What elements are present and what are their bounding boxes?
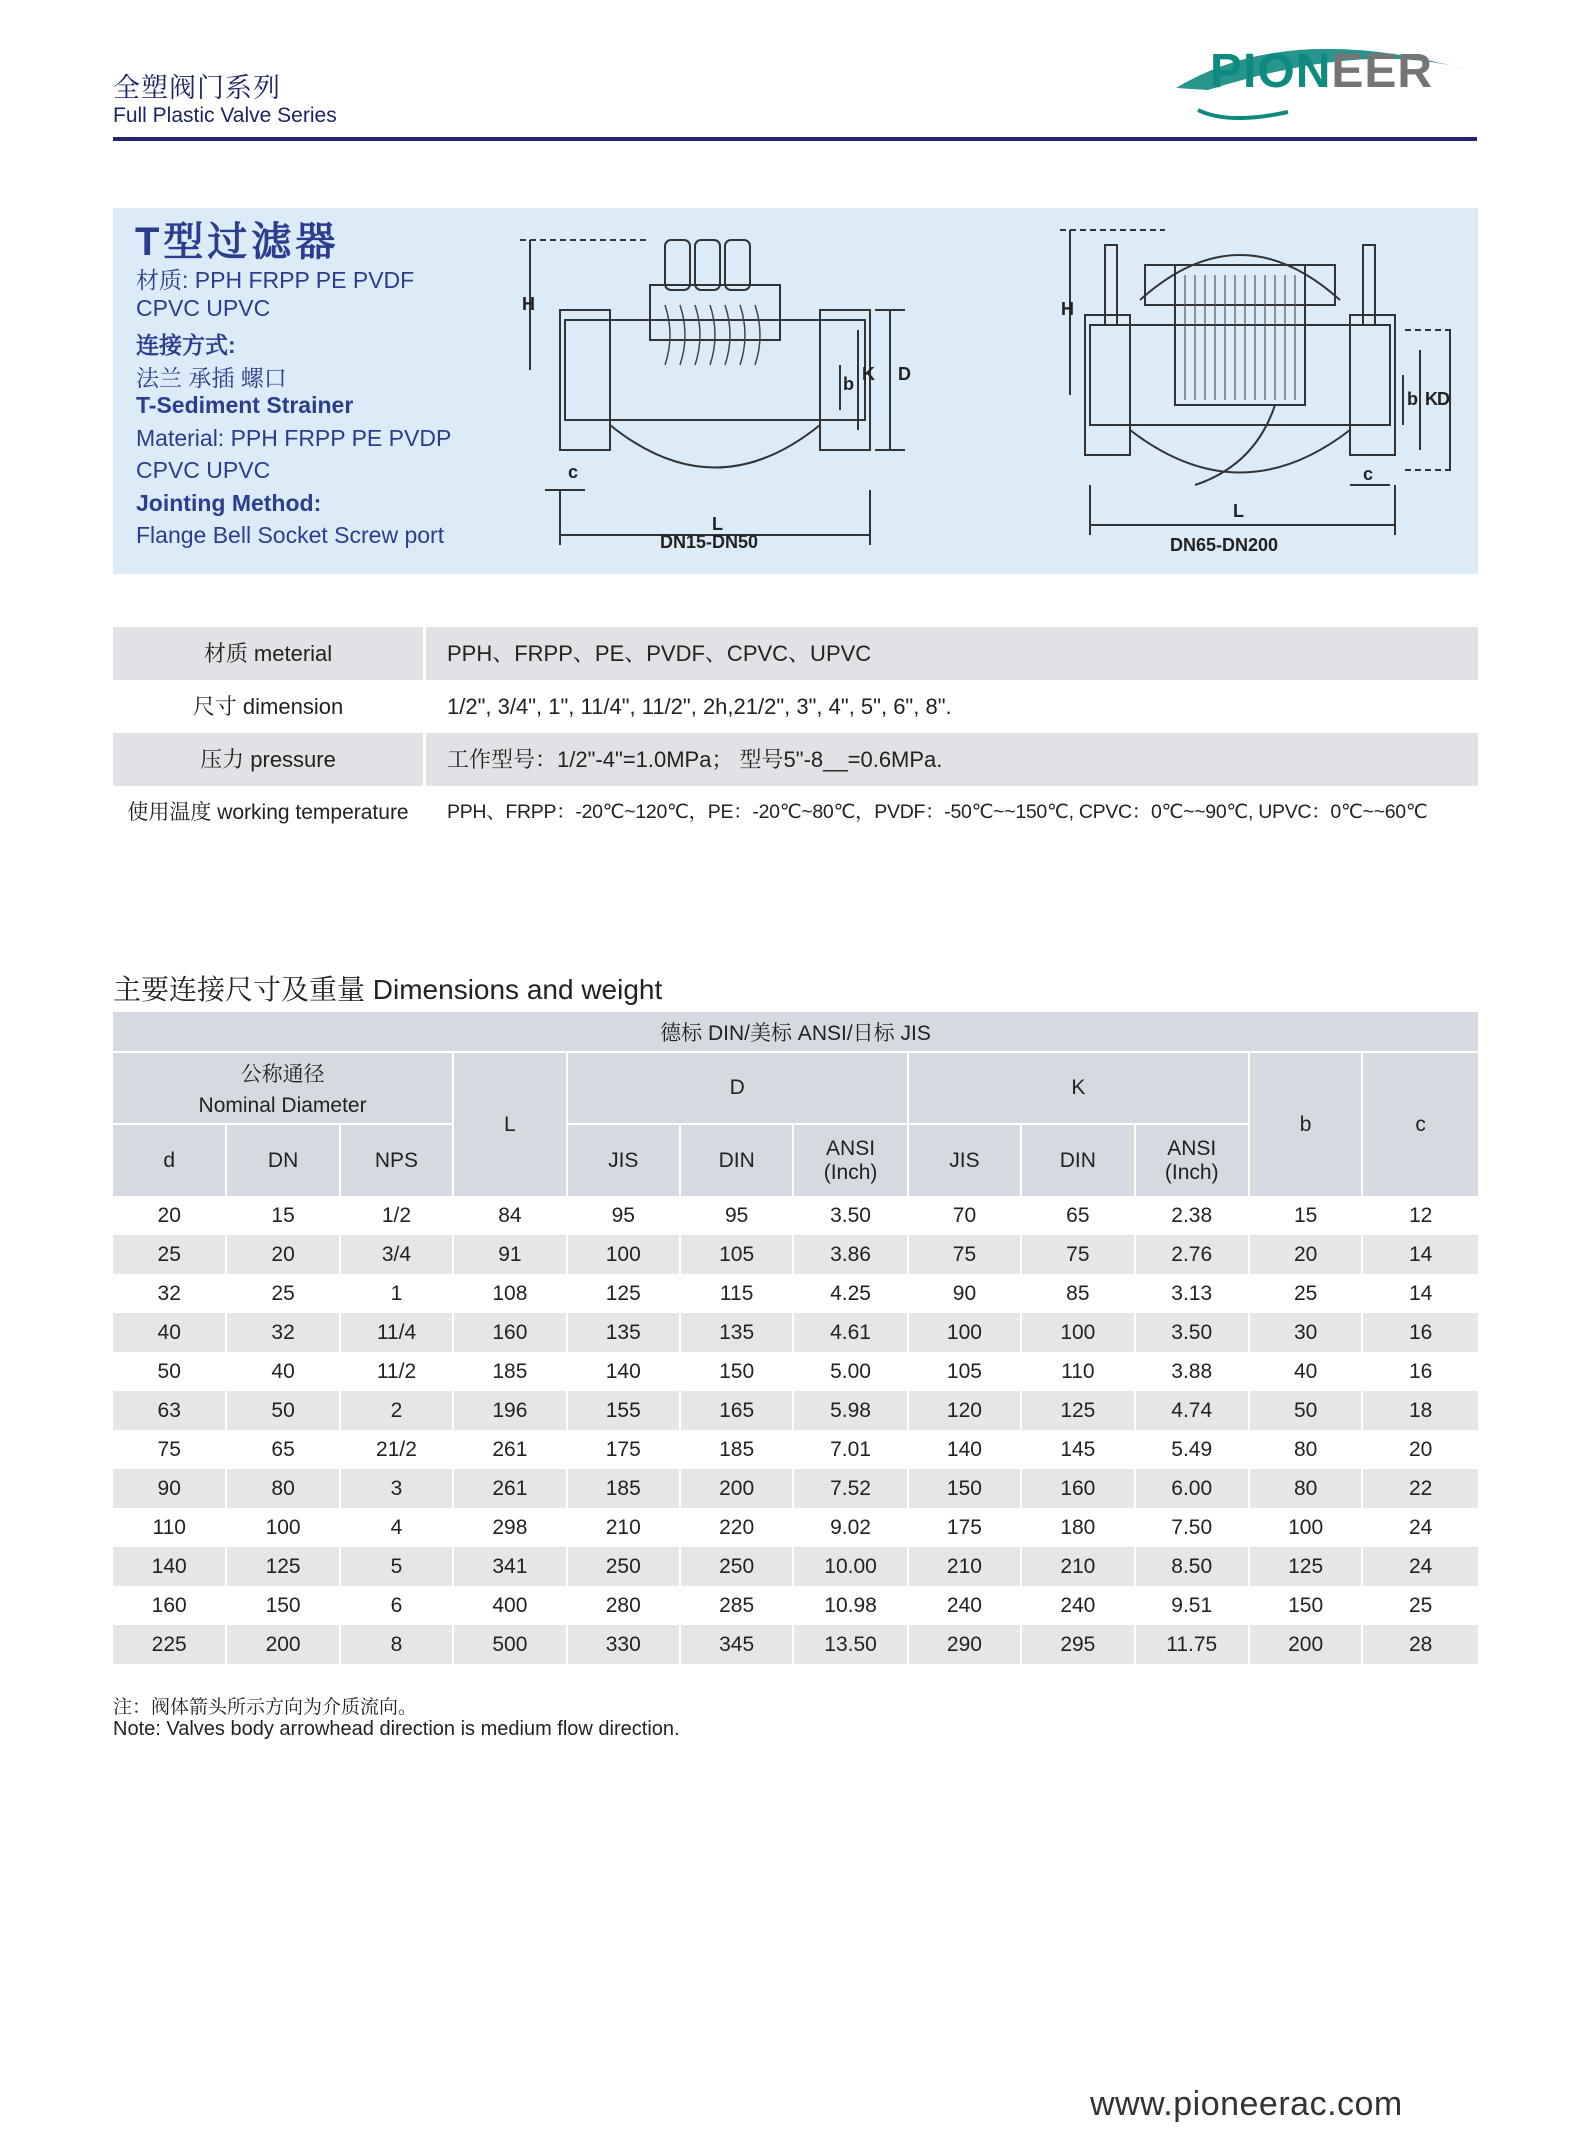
- table-cell: 25: [1362, 1586, 1478, 1625]
- table-cell: 100: [226, 1508, 339, 1547]
- spec-label: 尺寸 dimension: [192, 694, 344, 719]
- table-cell: 10.00: [793, 1547, 907, 1586]
- spec-row: [113, 680, 1478, 733]
- table-row: [113, 1469, 1478, 1508]
- table-cell: 20: [157, 1203, 181, 1227]
- col-D-header: D: [567, 1052, 908, 1124]
- table-cell: 280: [567, 1586, 680, 1625]
- table-cell: 40: [226, 1352, 339, 1391]
- dim-K-label: K: [862, 364, 875, 384]
- spec-label: 使用温度 working temperature: [127, 801, 409, 824]
- table-cell: 11/2: [340, 1352, 453, 1391]
- table-cell: 4.61: [793, 1313, 907, 1352]
- table-cell: 3.50: [793, 1196, 907, 1235]
- inch-label: (Inch): [1164, 1160, 1219, 1184]
- col-dn-header: DN: [226, 1124, 339, 1196]
- spec-value: 1/2", 3/4", 1", 11/4", 11/2", 2h,21/2", 3", 4", 5", 6", 8".: [447, 694, 952, 719]
- table-cell: 295: [1021, 1625, 1134, 1664]
- table-cell: 1: [340, 1274, 453, 1313]
- spec-divider: [423, 627, 426, 680]
- spec-row: [113, 786, 1478, 839]
- table-cell: 5.98: [793, 1391, 907, 1430]
- col-D-jis-header: JIS: [567, 1124, 680, 1196]
- table-cell: 7.01: [793, 1430, 907, 1469]
- table-cell: 210: [908, 1547, 1021, 1586]
- table-cell: 50: [1249, 1391, 1362, 1430]
- table-cell: 3: [340, 1469, 453, 1508]
- table-cell: 100: [1021, 1313, 1134, 1352]
- pioneer-logo: [1168, 30, 1488, 120]
- table-cell: 3.88: [1135, 1352, 1249, 1391]
- col-K-ansi-header: [1135, 1124, 1249, 1196]
- table-cell: 6: [340, 1586, 453, 1625]
- dim-D-label: D: [898, 364, 911, 384]
- col-K-header: K: [908, 1052, 1249, 1124]
- table-cell: 75: [908, 1235, 1021, 1274]
- nominal-cn: 公称通径: [240, 1063, 325, 1086]
- table-cell: 14: [1362, 1274, 1478, 1313]
- dims-title: 主要连接尺寸及重量 Dimensions and weight: [113, 974, 663, 1005]
- product-line: CPVC UPVC: [136, 294, 271, 321]
- table-cell: 32: [157, 1281, 181, 1305]
- series-title-cn: 全塑阀门系列: [113, 73, 281, 103]
- table-row: [113, 1547, 1478, 1586]
- table-cell: 3.86: [793, 1235, 907, 1274]
- table-cell: 21/2: [340, 1430, 453, 1469]
- table-cell: 135: [567, 1313, 680, 1352]
- table-cell: 28: [1362, 1625, 1478, 1664]
- table-cell: 85: [1021, 1274, 1134, 1313]
- inch-label: (Inch): [823, 1160, 878, 1184]
- table-cell: 200: [1249, 1625, 1362, 1664]
- col-c-header: c: [1362, 1052, 1478, 1196]
- product-line: 法兰 承插 螺口: [136, 364, 287, 391]
- col-d-header: d: [113, 1124, 226, 1196]
- table-row: [113, 1625, 1478, 1664]
- table-cell: 225: [113, 1625, 226, 1664]
- table-cell: 210: [567, 1508, 680, 1547]
- table-cell: 9.02: [793, 1508, 907, 1547]
- table-cell: 100: [908, 1313, 1021, 1352]
- table-cell: 175: [908, 1508, 1021, 1547]
- header-divider: [113, 137, 1477, 141]
- table-cell: 150: [226, 1586, 339, 1625]
- dim-b-label: b: [843, 374, 854, 394]
- col-L-header: L: [453, 1052, 566, 1196]
- table-cell: 20: [1362, 1430, 1478, 1469]
- table-cell: 250: [567, 1547, 680, 1586]
- table-cell: 160: [151, 1593, 187, 1617]
- table-cell: 14: [1362, 1235, 1478, 1274]
- dims-table-body: [113, 1196, 1478, 1664]
- table-cell: 330: [567, 1625, 680, 1664]
- spec-label: 压力 pressure: [200, 747, 336, 772]
- spec-value: 工作型号：1/2"-4"=1.0MPa； 型号5"-8__=0.6MPa.: [447, 747, 943, 772]
- table-cell: 75: [157, 1437, 181, 1461]
- spec-value: PPH、FRPP：-20℃~120℃，PE：-20℃~80℃，PVDF：-50℃~~150℃, CPVC：0℃~~90℃, UPVC：0℃~~60℃: [447, 801, 1428, 823]
- table-cell: 70: [908, 1196, 1021, 1235]
- table-cell: 155: [567, 1391, 680, 1430]
- table-cell: 95: [680, 1196, 793, 1235]
- strainer-diagram-small: [500, 210, 950, 570]
- table-cell: 30: [1249, 1313, 1362, 1352]
- col-D-ansi-header: [793, 1124, 907, 1196]
- table-cell: 11.75: [1135, 1625, 1249, 1664]
- table-cell: 7.50: [1135, 1508, 1249, 1547]
- product-line: CPVC UPVC: [136, 457, 271, 483]
- dim-D-label-2: D: [1437, 389, 1450, 409]
- table-cell: 20: [226, 1235, 339, 1274]
- table-cell: 125: [567, 1274, 680, 1313]
- table-cell: 22: [1362, 1469, 1478, 1508]
- table-cell: 91: [453, 1235, 566, 1274]
- table-cell: 63: [113, 1391, 226, 1430]
- table-cell: 290: [908, 1625, 1021, 1664]
- table-cell: 2: [340, 1391, 453, 1430]
- col-b-header: b: [1249, 1052, 1362, 1196]
- table-cell: 25: [226, 1274, 339, 1313]
- table-cell: 400: [453, 1586, 566, 1625]
- table-cell: 65: [1021, 1196, 1134, 1235]
- table-cell: 250: [680, 1547, 793, 1586]
- table-cell: 185: [680, 1430, 793, 1469]
- dim-H-label: H: [522, 294, 535, 314]
- spec-divider: [423, 733, 426, 786]
- table-cell: 125: [226, 1547, 339, 1586]
- product-line: Flange Bell Socket Screw port: [136, 522, 445, 548]
- table-cell: 25: [113, 1235, 226, 1274]
- table-cell: 13.50: [793, 1625, 907, 1664]
- table-cell: 16: [1362, 1313, 1478, 1352]
- table-row: [113, 1430, 1478, 1469]
- table-cell: 75: [1021, 1235, 1134, 1274]
- table-cell: 145: [1021, 1430, 1134, 1469]
- table-cell: 7.52: [793, 1469, 907, 1508]
- table-row: [113, 1391, 1478, 1430]
- table-cell: 108: [453, 1274, 566, 1313]
- table-cell: 210: [1021, 1547, 1134, 1586]
- dim-K-label-2: K: [1425, 389, 1438, 409]
- table-cell: 3/4: [340, 1235, 453, 1274]
- table-row: [113, 1352, 1478, 1391]
- table-cell: 100: [567, 1235, 680, 1274]
- dim-b-label-2: b: [1407, 389, 1418, 409]
- table-cell: 50: [226, 1391, 339, 1430]
- ansi-label: ANSI: [826, 1136, 876, 1160]
- spec-row: [113, 733, 1478, 786]
- table-cell: 105: [908, 1352, 1021, 1391]
- table-cell: 150: [680, 1352, 793, 1391]
- table-cell: 345: [680, 1625, 793, 1664]
- table-row: [113, 1196, 1478, 1235]
- dim-L-label: L: [712, 514, 723, 534]
- table-row: [113, 1508, 1478, 1547]
- col-K-jis-header: JIS: [908, 1124, 1021, 1196]
- spec-row: [113, 627, 1478, 680]
- dim-c-label-2: c: [1363, 464, 1374, 484]
- table-cell: 180: [1021, 1508, 1134, 1547]
- table-cell: 12: [1362, 1196, 1478, 1235]
- table-cell: 8: [340, 1625, 453, 1664]
- table-cell: 24: [1362, 1547, 1478, 1586]
- table-cell: 4.74: [1135, 1391, 1249, 1430]
- table-cell: 150: [908, 1469, 1021, 1508]
- table-cell: 40: [113, 1313, 226, 1352]
- table-cell: 1/2: [340, 1196, 453, 1235]
- table-cell: 185: [453, 1352, 566, 1391]
- spec-table: [113, 627, 1478, 839]
- spec-divider: [423, 786, 426, 839]
- table-cell: 240: [1021, 1586, 1134, 1625]
- table-cell: 125: [1249, 1547, 1362, 1586]
- table-row: [113, 1274, 1478, 1313]
- col-K-din-header: DIN: [1021, 1124, 1134, 1196]
- table-cell: 100: [1249, 1508, 1362, 1547]
- table-cell: 140: [567, 1352, 680, 1391]
- note-en: Note: Valves body arrowhead direction is medium flow direction.: [113, 1718, 680, 1740]
- table-cell: 95: [567, 1196, 680, 1235]
- table-cell: 165: [680, 1391, 793, 1430]
- series-title-en: Full Plastic Valve Series: [113, 104, 337, 127]
- table-cell: 261: [453, 1430, 566, 1469]
- table-cell: 140: [113, 1547, 226, 1586]
- spec-value: PPH、FRPP、PE、PVDF、CPVC、UPVC: [447, 641, 872, 666]
- table-cell: 32: [226, 1313, 339, 1352]
- dim-c-label: c: [568, 462, 579, 482]
- diagram1-caption: DN15-DN50: [660, 532, 759, 552]
- table-cell: 90: [908, 1274, 1021, 1313]
- logo-text-a: PION: [1210, 45, 1332, 98]
- dims-table: [113, 1012, 1478, 1664]
- table-cell: 120: [908, 1391, 1021, 1430]
- table-cell: 341: [453, 1547, 566, 1586]
- table-cell: 2.76: [1135, 1235, 1249, 1274]
- table-cell: 65: [226, 1430, 339, 1469]
- spec-divider: [423, 680, 426, 733]
- product-line: Material: PPH FRPP PE PVDP: [136, 424, 452, 451]
- table-cell: 105: [680, 1235, 793, 1274]
- table-cell: 150: [1249, 1586, 1362, 1625]
- table-cell: 3.50: [1135, 1313, 1249, 1352]
- table-cell: 24: [1362, 1508, 1478, 1547]
- table-cell: 5.49: [1135, 1430, 1249, 1469]
- table-cell: 18: [1362, 1391, 1478, 1430]
- table-cell: 80: [1249, 1430, 1362, 1469]
- table-cell: 16: [1362, 1352, 1478, 1391]
- table-cell: 4: [340, 1508, 453, 1547]
- table-cell: 185: [567, 1469, 680, 1508]
- note-cn: 注：阀体箭头所示方向为介质流向。: [113, 1697, 418, 1718]
- table-cell: 5: [340, 1547, 453, 1586]
- table-cell: 40: [1249, 1352, 1362, 1391]
- product-title: T型过滤器: [135, 220, 340, 264]
- table-row: [113, 1313, 1478, 1352]
- table-cell: 140: [908, 1430, 1021, 1469]
- product-line: 材质: PPH FRPP PE PVDF: [136, 267, 415, 293]
- diagram2-caption: DN65-DN200: [1170, 535, 1279, 555]
- product-line: T-Sediment Strainer: [136, 392, 354, 418]
- table-cell: 220: [680, 1508, 793, 1547]
- table-cell: 110: [1021, 1352, 1134, 1391]
- logo-text-b: EER: [1331, 45, 1434, 98]
- table-cell: 8.50: [1135, 1547, 1249, 1586]
- ansi-label: ANSI: [1167, 1136, 1217, 1160]
- table-cell: 80: [1249, 1469, 1362, 1508]
- table-cell: 125: [1021, 1391, 1134, 1430]
- product-line: 连接方式:: [136, 332, 236, 358]
- website-url[interactable]: www.pioneerac.com: [1090, 2085, 1403, 2123]
- dim-L-label-2: L: [1233, 501, 1244, 521]
- table-cell: 15: [226, 1196, 339, 1235]
- table-cell: 5.00: [793, 1352, 907, 1391]
- strainer-diagram-large: [1045, 215, 1465, 575]
- table-cell: 200: [680, 1469, 793, 1508]
- table-cell: 6.00: [1135, 1469, 1249, 1508]
- col-nps-header: NPS: [340, 1124, 453, 1196]
- table-cell: 9.51: [1135, 1586, 1249, 1625]
- nominal-en: Nominal Diameter: [198, 1094, 367, 1117]
- table-cell: 2.38: [1135, 1196, 1249, 1235]
- table-cell: 50: [157, 1359, 181, 1383]
- nominal-diameter-header: [113, 1052, 453, 1124]
- spec-label: 材质 meterial: [203, 641, 333, 666]
- table-cell: 285: [680, 1586, 793, 1625]
- table-cell: 25: [1249, 1274, 1362, 1313]
- table-cell: 240: [908, 1586, 1021, 1625]
- table-cell: 15: [1249, 1196, 1362, 1235]
- table-cell: 175: [567, 1430, 680, 1469]
- table-cell: 11/4: [340, 1313, 453, 1352]
- table-cell: 200: [226, 1625, 339, 1664]
- col-D-din-header: DIN: [680, 1124, 793, 1196]
- table-cell: 84: [453, 1196, 566, 1235]
- table-cell: 298: [453, 1508, 566, 1547]
- table-cell: 80: [226, 1469, 339, 1508]
- dims-standard-header: 德标 DIN/美标 ANSI/日标 JIS: [113, 1012, 1478, 1052]
- table-cell: 261: [453, 1469, 566, 1508]
- dim-H-label-2: H: [1061, 299, 1074, 319]
- table-cell: 115: [680, 1274, 793, 1313]
- table-cell: 500: [453, 1625, 566, 1664]
- product-line: Jointing Method:: [136, 489, 322, 516]
- table-row: [113, 1586, 1478, 1625]
- table-cell: 196: [453, 1391, 566, 1430]
- table-cell: 110: [152, 1515, 186, 1539]
- table-cell: 160: [453, 1313, 566, 1352]
- table-cell: 90: [113, 1469, 226, 1508]
- table-cell: 160: [1021, 1469, 1134, 1508]
- table-row: [113, 1235, 1478, 1274]
- table-cell: 20: [1249, 1235, 1362, 1274]
- table-cell: 10.98: [793, 1586, 907, 1625]
- table-cell: 135: [680, 1313, 793, 1352]
- table-cell: 3.13: [1135, 1274, 1249, 1313]
- table-cell: 4.25: [793, 1274, 907, 1313]
